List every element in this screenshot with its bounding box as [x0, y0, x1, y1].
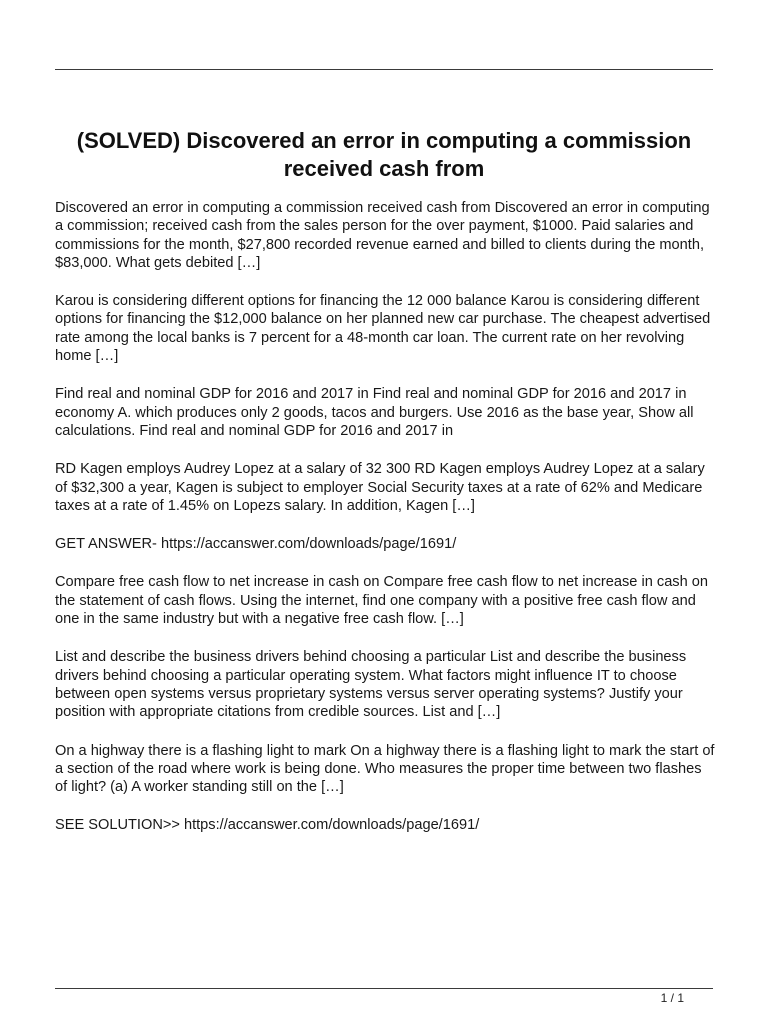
get-answer-link[interactable]: GET ANSWER- https://accanswer.com/downloads/page/1691/: [55, 536, 457, 553]
paragraph-flashing-light: On a highway there is a flashing light to mark On a highway there is a flashing light to mark the start of a section of the road where work is being done. Who measures the proper time between two flashes of light? (a) A worker standing still on the […]: [55, 742, 715, 796]
see-solution-link[interactable]: SEE SOLUTION>> https://accanswer.com/downloads/page/1691/: [55, 817, 480, 834]
paragraph-payroll: RD Kagen employs Audrey Lopez at a salary of 32 300 RD Kagen employs Audrey Lopez at a salary of $32,300 a year, Kagen is subject to employer Social Security taxes at a rate of 62% and Medicare taxes at a rate of 1.45% on Lopezs salary. In addition, Kagen […]: [55, 461, 705, 514]
footer-rule: [55, 988, 713, 989]
page-title: (SOLVED) Discovered an error in computing a commission received cash from: [76, 128, 692, 181]
paragraph-commission: Discovered an error in computing a commission received cash from Discovered an error in computing a commission; received cash from the sales person for the over payment, $1000. Paid salaries and commissions for the month, $27,800 recorded revenue earned and billed to clients during the month, $83,000. What gets debited […]: [55, 200, 710, 271]
paragraph-financing: Karou is considering different options for financing the 12 000 balance Karou is considering different options for financing the $12,000 balance on her planned new car purchase. The cheapest advertised rate among the local banks is 7 percent for a 48-month car loan. The current rate on her revolving home […]: [55, 293, 711, 365]
paragraph-cash-flow: Compare free cash flow to net increase in cash on Compare free cash flow to net increase in cash on the statement of cash flows. Using the internet, find one company with a positive free cash flow and one in the same industry but with a negative free cash flow. […]: [55, 574, 709, 628]
page-number: 1 / 1: [660, 991, 684, 1005]
header-rule: [55, 69, 713, 70]
document-body: [55, 199, 715, 855]
paragraph-gdp: Find real and nominal GDP for 2016 and 2017 in Find real and nominal GDP for 2016 and 2017 in economy A. which produces only 2 goods, tacos and burgers. Use 2016 as the base year, Show all calculations. Find real and nominal GDP for 2016 and 2017 in: [55, 386, 694, 439]
paragraph-operating-system: List and describe the business drivers behind choosing a particular List and describe the business drivers behind choosing a particular operating system. What factors might influence IT to choose between open systems versus proprietary systems versus server operating systems? Justify your position with appropriate citations from credible sources. List and […]: [55, 649, 687, 721]
